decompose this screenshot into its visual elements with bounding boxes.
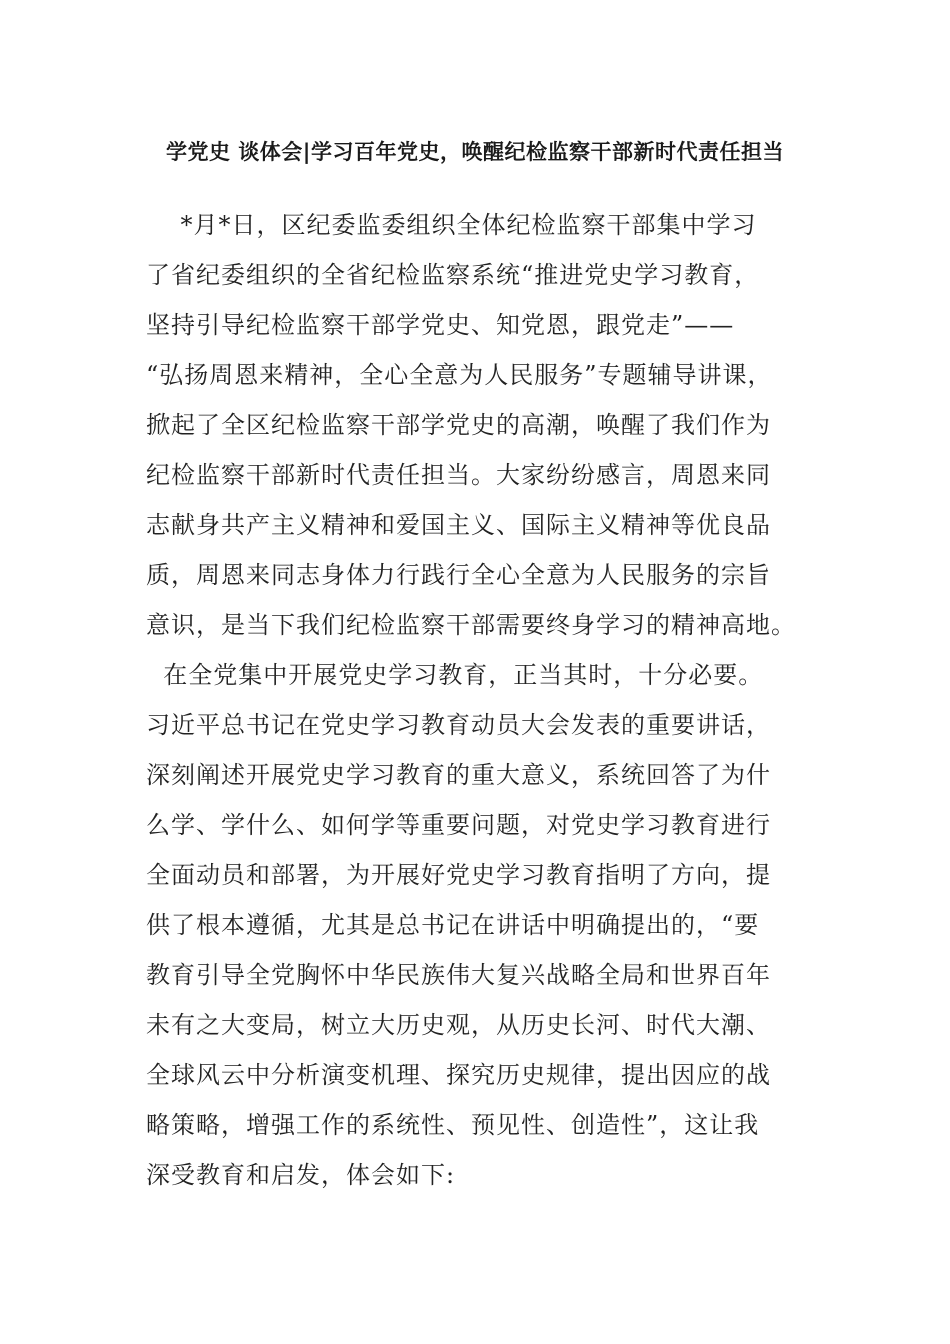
body-line: “弘扬周恩来精神，全心全意为人民服务”专题辅导讲课， (146, 361, 773, 389)
body-line: 供了根本遵循，尤其是总书记在讲话中明确提出的，“要 (146, 911, 760, 939)
body-line: *月*日，区纪委监委组织全体纪检监察干部集中学习 (146, 211, 757, 239)
body-line: 教育引导全党胸怀中华民族伟大复兴战略全局和世界百年 (146, 961, 771, 989)
body-line: 么学、学什么、如何学等重要问题，对党史学习教育进行 (146, 811, 771, 839)
body-line: 未有之大变局，树立大历史观，从历史长河、时代大潮、 (146, 1011, 771, 1039)
body-line: 志献身共产主义精神和爱国主义、国际主义精神等优良品 (146, 511, 771, 539)
body-line: 全球风云中分析演变机理、探究历史规律，提出因应的战 (146, 1061, 771, 1089)
document-body (146, 205, 796, 1205)
body-line: 纪检监察干部新时代责任担当。大家纷纷感言，周恩来同 (146, 461, 771, 489)
body-line: 质，周恩来同志身体力行践行全心全意为人民服务的宗旨 (146, 561, 771, 589)
body-line: 习近平总书记在党史学习教育动员大会发表的重要讲话， (146, 711, 771, 739)
body-line: 深刻阐述开展党史学习教育的重大意义，系统回答了为什 (146, 761, 771, 789)
body-line: 全面动员和部署，为开展好党史学习教育指明了方向，提 (146, 861, 771, 889)
body-line: 坚持引导纪检监察干部学党史、知党恩，跟党走”—— (146, 311, 735, 339)
body-line: 掀起了全区纪检监察干部学党史的高潮，唤醒了我们作为 (146, 411, 771, 439)
body-line: 了省纪委组织的全省纪检监察系统“推进党史学习教育， (146, 261, 760, 289)
body-line: 在全党集中开展党史学习教育，正当其时，十分必要。 (146, 661, 764, 689)
body-line: 略策略，增强工作的系统性、预见性、创造性”，这让我 (146, 1111, 760, 1139)
body-line: 意识，是当下我们纪检监察干部需要终身学习的精神高地。 (146, 611, 796, 639)
document-title: 学党史 谈体会|学习百年党史，唤醒纪检监察干部新时代责任担当 (166, 140, 784, 164)
body-line: 深受教育和启发，体会如下: (146, 1161, 456, 1189)
